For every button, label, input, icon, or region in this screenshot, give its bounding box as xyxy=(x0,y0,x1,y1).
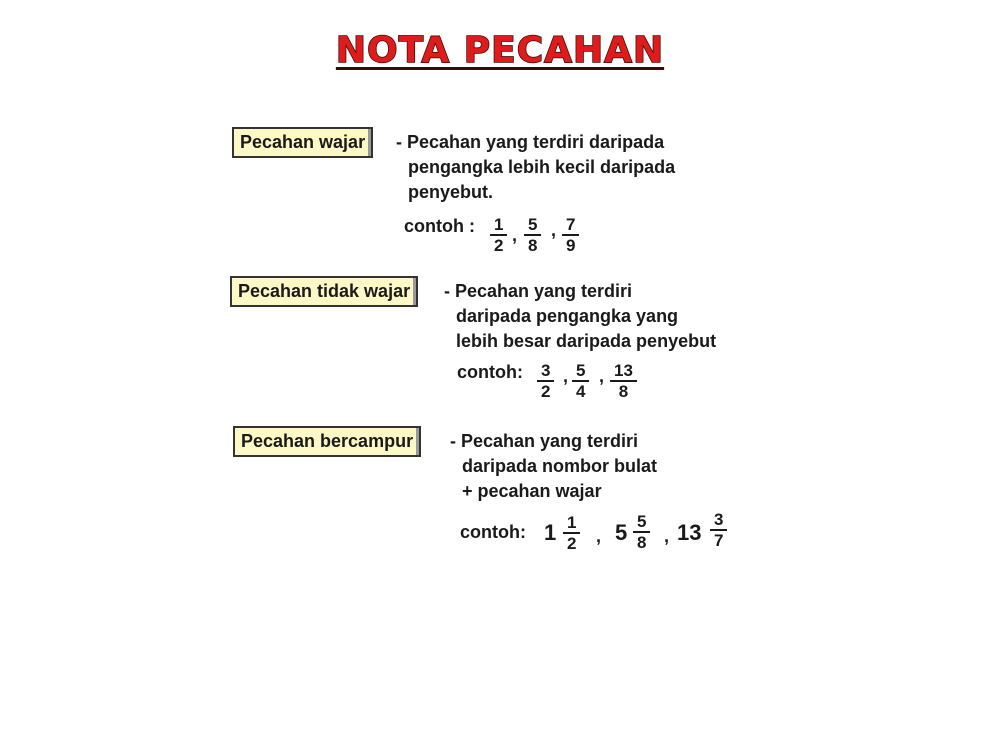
fraction-example xyxy=(710,510,727,550)
fraction-example xyxy=(490,215,507,255)
numerator: 7 xyxy=(562,215,579,236)
numerator: 5 xyxy=(633,512,650,533)
separator: , xyxy=(512,225,518,245)
denominator: 2 xyxy=(541,382,551,401)
separator: , xyxy=(599,366,605,386)
denominator: 2 xyxy=(494,236,504,255)
term-pecahan-tidak-wajar: Pecahan tidak wajar xyxy=(230,276,418,307)
definition-pecahan-bercampur xyxy=(450,429,657,504)
denominator: 2 xyxy=(567,534,577,553)
separator: , xyxy=(596,526,602,546)
separator: , xyxy=(551,220,557,240)
term-pecahan-wajar: Pecahan wajar xyxy=(232,127,373,158)
numerator: 13 xyxy=(610,361,637,382)
example-label: contoh: xyxy=(457,362,523,382)
separator: , xyxy=(664,526,670,546)
example-label: contoh: xyxy=(460,522,526,542)
numerator: 5 xyxy=(572,361,589,382)
fraction-example xyxy=(563,513,580,553)
numerator: 5 xyxy=(524,215,541,236)
fraction-example xyxy=(610,361,637,401)
fraction-example xyxy=(633,512,650,552)
numerator: 3 xyxy=(537,361,554,382)
fraction-example xyxy=(537,361,554,401)
numerator: 1 xyxy=(563,513,580,534)
denominator: 8 xyxy=(528,236,538,255)
denominator: 4 xyxy=(576,382,586,401)
definition-line: daripada pengangka yang xyxy=(456,306,679,326)
whole-number: 13 xyxy=(677,520,702,545)
separator: , xyxy=(563,366,569,386)
whole-number: 1 xyxy=(544,520,557,545)
definition-line: - Pecahan yang terdiri daripada xyxy=(396,132,665,152)
fraction-example xyxy=(572,361,589,401)
whole-number: 5 xyxy=(615,520,628,545)
numerator: 1 xyxy=(490,215,507,236)
fraction-example xyxy=(562,215,579,255)
denominator: 8 xyxy=(637,533,647,552)
definition-line: - Pecahan yang terdiri xyxy=(450,431,639,451)
definition-pecahan-wajar xyxy=(396,130,675,205)
definition-line: + pecahan wajar xyxy=(462,481,602,501)
definition-line: daripada nombor bulat xyxy=(462,456,658,476)
definition-line: lebih besar daripada penyebut xyxy=(456,331,717,351)
denominator: 7 xyxy=(714,531,724,550)
example-label: contoh : xyxy=(404,216,475,236)
denominator: 8 xyxy=(618,382,629,401)
definition-line: pengangka lebih kecil daripada xyxy=(408,157,676,177)
definition-line: penyebut. xyxy=(408,182,494,202)
definition-pecahan-tidak-wajar xyxy=(444,279,716,354)
numerator: 3 xyxy=(710,510,727,531)
denominator: 9 xyxy=(566,236,576,255)
page-title: NOTA PECAHAN xyxy=(335,30,665,71)
definition-line: - Pecahan yang terdiri xyxy=(444,281,633,301)
fraction-example xyxy=(524,215,541,255)
term-pecahan-bercampur: Pecahan bercampur xyxy=(233,426,421,457)
